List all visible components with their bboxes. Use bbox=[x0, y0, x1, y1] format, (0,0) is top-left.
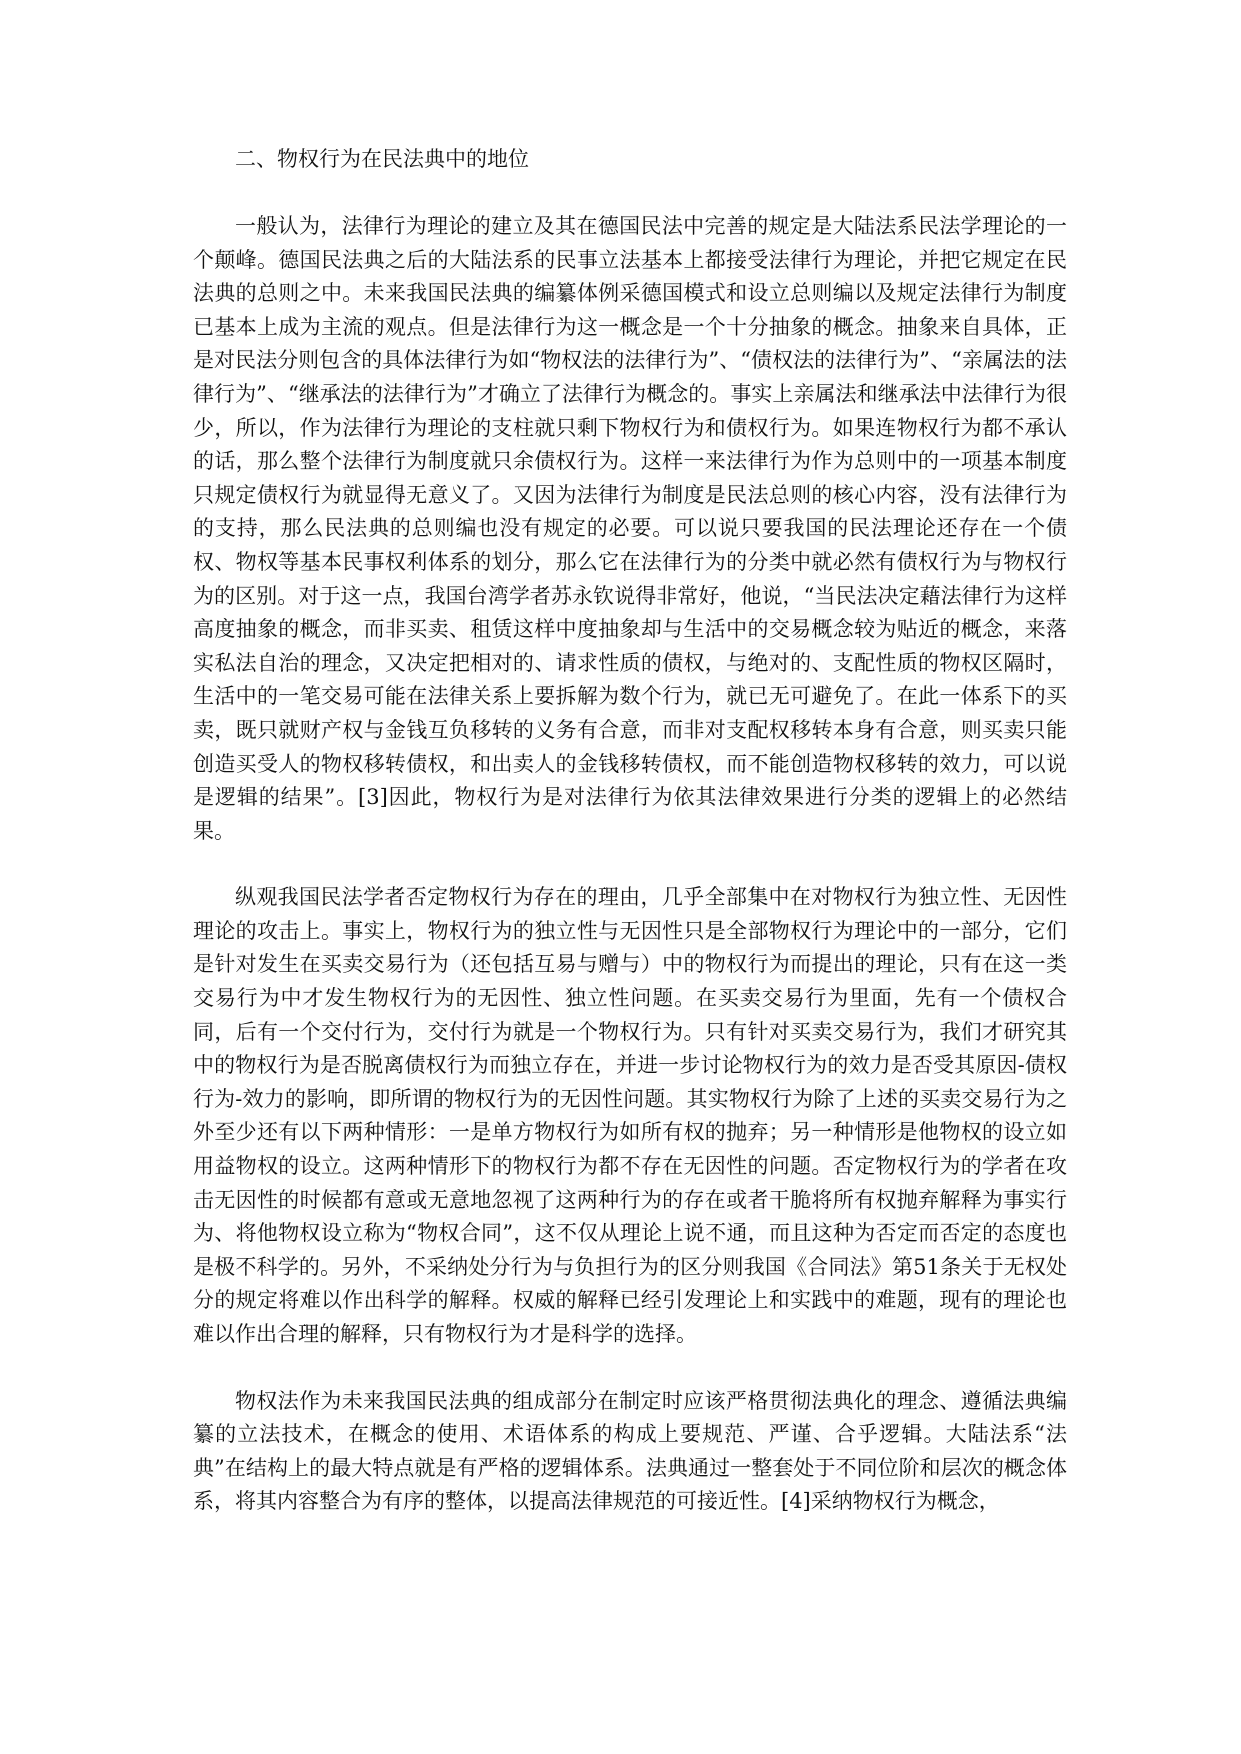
document-body bbox=[193, 143, 1067, 1552]
paragraph-legal-act-theory: 一般认为，法律行为理论的建立及其在德国民法中完善的规定是大陆法系民法学理论的一个颠峰。德国民法典之后的大陆法系的民事立法基本上都接受法律行为理论，并把它规定在民法典的总则之中。未来我国民法典的编纂体例采德国模式和设立总则编以及规定法律行为制度已基本上成为主流的观点。但是法律行为这一概念是一个十分抽象的概念。抽象来自具体，正是对民法分则包含的具体法律行为如“物权法的法律行为”、“债权法的法律行为”、“亲属法的法律行为”、“继承法的法律行为”才确立了法律行为概念的。事实上亲属法和继承法中法律行为很少，所以，作为法律行为理论的支柱就只剩下物权行为和债权行为。如果连物权行为都不承认的话，那么整个法律行为制度就只余债权行为。这样一来法律行为作为总则中的一项基本制度只规定债权行为就显得无意义了。又因为法律行为制度是民法总则的核心内容，没有法律行为的支持，那么民法典的总则编也没有规定的必要。可以说只要我国的民法理论还存在一个债权、物权等基本民事权利体系的划分，那么它在法律行为的分类中就必然有债权行为与物权行为的区别。对于这一点，我国台湾学者苏永钦说得非常好，他说，“当民法决定藉法律行为这样高度抽象的概念，而非买卖、租赁这样中度抽象却与生活中的交易概念较为贴近的概念，来落实私法自治的理念，又决定把相对的、请求性质的债权，与绝对的、支配性质的物权区隔时，生活中的一笔交易可能在法律关系上要拆解为数个行为，就已无可避免了。在此一体系下的买卖，既只就财产权与金钱互负移转的义务有合意，而非对支配权移转本身有合意，则买卖只能创造买受人的物权移转债权，和出卖人的金钱移转债权，而不能创造物权移转的效力，可以说是逻辑的结果”。[3]因此，物权行为是对法律行为依其法律效果进行分类的逻辑上的必然结果。 bbox=[193, 214, 1067, 843]
paragraph-abstraction-critique: 纵观我国民法学者否定物权行为存在的理由，几乎全部集中在对物权行为独立性、无因性理论的攻击上。事实上，物权行为的独立性与无因性只是全部物权行为理论中的一部分，它们是针对发生在买卖交易行为（还包括互易与赠与）中的物权行为而提出的理论，只有在这一类交易行为中才发生物权行为的无因性、独立性问题。在买卖交易行为里面，先有一个债权合同，后有一个交付行为，交付行为就是一个物权行为。只有针对买卖交易行为，我们才研究其中的物权行为是否脱离债权行为而独立存在，并进一步讨论物权行为的效力是否受其原因-债权行为-效力的影响，即所谓的物权行为的无因性问题。其实物权行为除了上述的买卖交易行为之外至少还有以下两种情形：一是单方物权行为如所有权的抛弃；另一种情形是他物权的设立如用益物权的设立。这两种情形下的物权行为都不存在无因性的问题。否定物权行为的学者在攻击无因性的时候都有意或无意地忽视了这两种行为的存在或者干脆将所有权抛弃解释为事实行为、将他物权设立称为“物权合同”，这不仅从理论上说不通，而且这种为否定而否定的态度也是极不科学的。另外，不采纳处分行为与负担行为的区分则我国《合同法》第51条关于无权处分的规定将难以作出科学的解释。权威的解释已经引发理论上和实践中的难题，现有的理论也难以作出合理的解释，只有物权行为才是科学的选择。 bbox=[193, 885, 1067, 1346]
paragraph-codification: 物权法作为未来我国民法典的组成部分在制定时应该严格贯彻法典化的理念、遵循法典编纂的立法技术，在概念的使用、术语体系的构成上要规范、严谨、合乎逻辑。大陆法系“法典”在结构上的最大特点就是有严格的逻辑体系。法典通过一整套处于不同位阶和层次的概念体系，将其内容整合为有序的整体，以提高法律规范的可接近性。[4]采纳物权行为概念， bbox=[193, 1388, 1067, 1514]
section-heading: 二、物权行为在民法典中的地位 bbox=[235, 147, 529, 171]
